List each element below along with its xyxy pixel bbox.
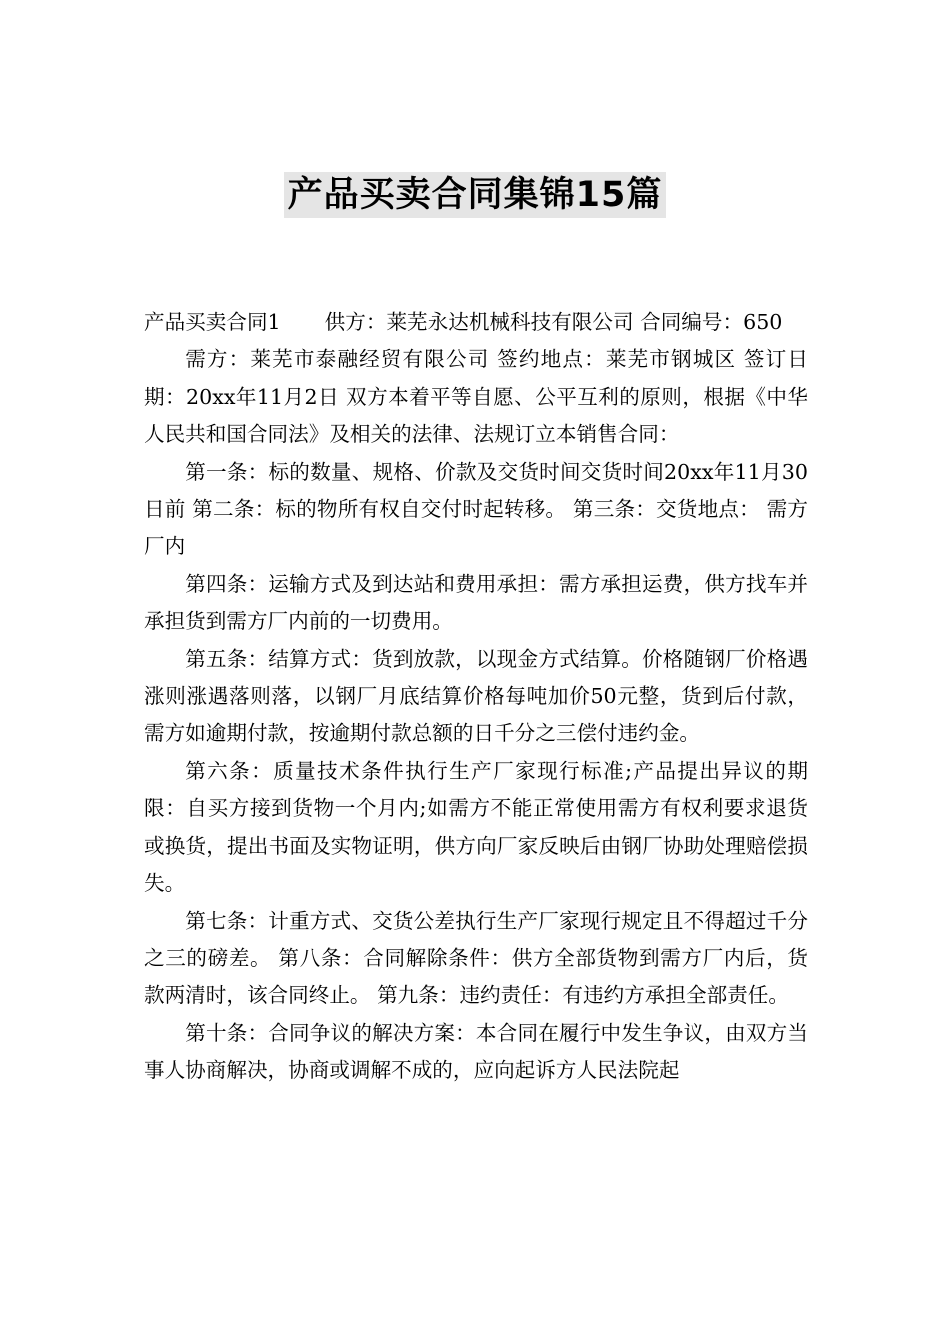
intro-paragraph	[144, 304, 808, 341]
document-title: 产品买卖合同集锦15篇	[284, 172, 667, 218]
document-body	[144, 304, 808, 1090]
paragraph: 第五条：结算方式：货到放款，以现金方式结算。价格随钢厂价格遇涨则涨遇落则落，以钢厂月底结算价格每吨加价50元整，货到后付款，需方如逾期付款，按逾期付款总额的日千分之三偿付违约金。	[144, 646, 808, 746]
paragraph: 第四条：运输方式及到达站和费用承担：需方承担运费，供方找车并承担货到需方厂内前的一切费用。	[144, 571, 808, 634]
paragraph: 第一条：标的数量、规格、价款及交货时间交货时间20xx年11月30日前 第二条：标的物所有权自交付时起转移。 第三条：交货地点： 需方厂内	[144, 459, 808, 559]
paragraph: 第六条：质量技术条件执行生产厂家现行标准;产品提出异议的期限：自买方接到货物一个月内;如需方不能正常使用需方有权利要求退货或换货，提出书面及实物证明，供方向厂家反映后由钢厂协助处理赔偿损失。	[144, 758, 808, 896]
intro-heading: 产品买卖合同1	[144, 310, 281, 334]
intro-text: 供方：莱芜永达机械科技有限公司 合同编号：650	[324, 310, 783, 334]
paragraph: 第七条：计重方式、交货公差执行生产厂家现行规定且不得超过千分之三的磅差。 第八条：合同解除条件：供方全部货物到需方厂内后，货款两清时，该合同终止。 第九条：违约责任：有违约方承担全部责任。	[144, 908, 808, 1008]
paragraph: 需方：莱芜市泰融经贸有限公司 签约地点：莱芜市钢城区 签订日期：20xx年11月2日 双方本着平等自愿、公平互利的原则，根据《中华人民共和国合同法》及相关的法律、法规订立本销售合同：	[144, 347, 808, 447]
title-container	[0, 172, 950, 218]
paragraph: 第十条：合同争议的解决方案：本合同在履行中发生争议，由双方当事人协商解决，协商或调解不成的，应向起诉方人民法院起	[144, 1020, 808, 1083]
